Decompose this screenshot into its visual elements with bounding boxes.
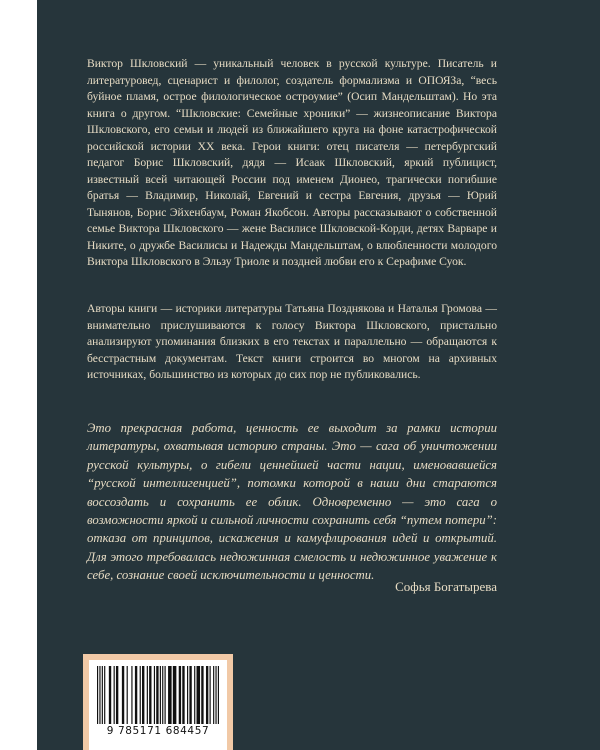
review-quote	[87, 419, 497, 585]
barcode-bar-14	[149, 666, 151, 724]
description-text-2: Авторы книги — историки литературы Татьяна Позднякова и Наталья Громова — внимательно прислушиваются к голосу Виктора Шкловского, пристально анализируют упоминания близких в его текстах и параллельно — обращаются к бесстрастным документам. Текст книги строится во многом на архивных источниках, большинство из которых до сих пор не публиковались.	[87, 302, 497, 381]
barcode-bar-28	[201, 666, 203, 724]
description-text-1: Виктор Шкловский — уникальный человек в русской культуре. Писатель и литературовед, сценарист и филолог, создатель формализма и ОПОЯЗа, “весь буйное пламя, острое филологическое остроумие” (Осип Мандельштам). Но эта книга о другом. “Шкловские: Семейные хроники” — жизнеописание Виктора Шкловского, его семьи и людей из ближайшего круга на фоне катастрофической российской истории XX века. Герои книги: отец писателя — петербургский педагог Борис Шкловский, дядя — Исаак Шкловский, яркий публицист, известный всей читающей России под именем Дионео, трагически погибшие братья — Владимир, Николай, Евгений и сестра Евгения, друзья — Юрий Тынянов, Борис Эйхенбаум, Роман Якобсон. Авторы рассказывают о собственной семье Виктора Шкловского — жене Василисе Шкловской-Корди, детях Варваре и Никите, о дружбе Василисы и Надежды Мандельштам, о влюбленности молодого Виктора Шкловского в Эльзу Триоле и поздней любви его к Серафиме Суок.	[87, 57, 497, 268]
description-paragraph-2	[87, 301, 497, 384]
barcode-bar-4	[109, 666, 111, 724]
barcode-bar-30	[210, 666, 211, 724]
barcode-bar-25	[189, 666, 191, 724]
barcode-bar-23	[182, 666, 184, 724]
barcode-bar-33	[218, 666, 219, 724]
barcode-bar-31	[213, 666, 214, 724]
barcode-bar-10	[135, 666, 137, 724]
isbn-number: 9 785171 684457	[106, 725, 210, 737]
barcode-bar-24	[187, 666, 188, 724]
barcode-bar-2	[102, 666, 103, 724]
barcode-bar-19	[165, 666, 166, 724]
barcode-bar-15	[154, 666, 155, 724]
barcode-bar-21	[173, 666, 177, 724]
barcode-bars	[95, 666, 221, 724]
barcode-bar-32	[215, 666, 216, 724]
barcode-bar-20	[168, 666, 172, 724]
barcode-bar-26	[194, 666, 195, 724]
barcode-bar-22	[179, 666, 181, 724]
barcode-bar-27	[197, 666, 201, 724]
description-paragraph-1	[87, 56, 497, 271]
barcode-bar-5	[114, 666, 115, 724]
barcode-bar-3	[104, 666, 105, 724]
barcode-bar-0	[97, 666, 98, 724]
barcode-bar-9	[131, 666, 132, 724]
barcode-bar-29	[206, 666, 208, 724]
barcode-bar-16	[156, 666, 158, 724]
barcode-bar-8	[127, 666, 128, 724]
barcode-bar-18	[162, 666, 163, 724]
barcode-bar-7	[122, 666, 124, 724]
barcode-bar-17	[160, 666, 161, 724]
barcode-bar-12	[142, 666, 144, 724]
barcode-bar-11	[140, 666, 141, 724]
barcode-bar-1	[99, 666, 100, 724]
isbn-barcode	[83, 654, 233, 750]
review-quote-text: Это прекрасная работа, ценность ее выходит за рамки истории литературы, охватывая историю страны. Это — сага об уничтожении русской культуры, о гибели ценнейшей части нации, именовавшейся “русской интеллигенцией”, потомки которой в наши дни стараются воссоздать и сохранить ее облик. Одновременно — это сага о возможности яркой и сильной личности сохранить себя “путем потери”: отказа от принципов, искажения и камуфлирования идей и открытий. Для этого требовалась недюжинная смелость и недюжинное уважение к себе, сознание своей исключительности и ценности.	[87, 421, 497, 583]
barcode-bar-6	[116, 666, 118, 724]
barcode-bar-13	[147, 666, 148, 724]
review-author: Софья Богатырева	[395, 579, 497, 594]
